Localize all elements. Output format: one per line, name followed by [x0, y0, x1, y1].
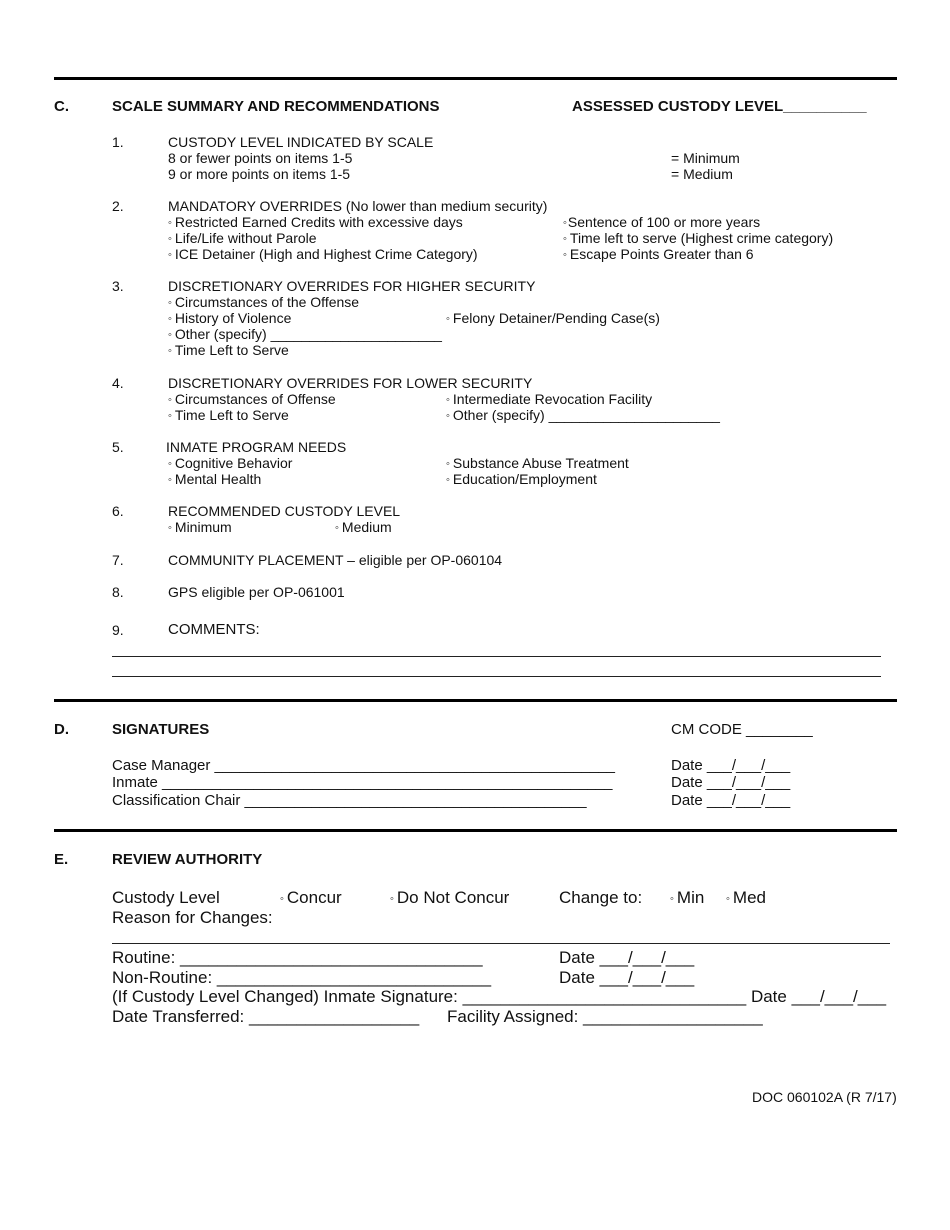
item-1-line-b: 9 or more points on items 1-5 [168, 166, 351, 182]
non-routine-field[interactable]: Non-Routine: _____________________________ [112, 968, 492, 987]
item-5-title: INMATE PROGRAM NEEDS [166, 439, 347, 455]
checkbox-other-higher[interactable]: ◦ Other (specify) ______________________ [168, 326, 442, 342]
item-7-text: COMMUNITY PLACEMENT – eligible per OP-060104 [168, 552, 503, 568]
checkbox-ice-detainer[interactable]: ◦ ICE Detainer (High and Highest Crime Category) [168, 246, 478, 262]
section-c-letter: C. [54, 98, 69, 115]
item-5-number: 5. [112, 439, 124, 455]
item-1-value-a: = Minimum [671, 150, 740, 166]
item-8-number: 8. [112, 584, 124, 600]
checkbox-history-of-violence[interactable]: ◦ History of Violence [168, 310, 291, 326]
checkbox-circumstances-of-offense[interactable]: ◦ Circumstances of Offense [168, 391, 336, 407]
facility-assigned-field[interactable]: Facility Assigned: ___________________ [447, 1007, 763, 1026]
checkbox-cognitive-behavior[interactable]: ◦ Cognitive Behavior [168, 455, 292, 471]
item-4-title: DISCRETIONARY OVERRIDES FOR LOWER SECURITY [168, 375, 533, 391]
case-manager-date[interactable]: Date ___/___/___ [671, 757, 791, 774]
checkbox-education-employment[interactable]: ◦ Education/Employment [446, 471, 597, 487]
assessed-custody-level-field[interactable]: ASSESSED CUSTODY LEVEL__________ [572, 98, 867, 115]
item-6-number: 6. [112, 503, 124, 519]
custody-level-label: Custody Level [112, 888, 220, 907]
section-e-rule [54, 829, 897, 832]
item-9-number: 9. [112, 622, 124, 638]
checkbox-felony-detainer[interactable]: ◦ Felony Detainer/Pending Case(s) [446, 310, 660, 326]
item-3-title: DISCRETIONARY OVERRIDES FOR HIGHER SECURITY [168, 278, 536, 294]
change-to-label: Change to: [559, 888, 643, 907]
checkbox-time-left-highest-crime[interactable]: ◦ Time left to serve (Highest crime category) [563, 230, 833, 246]
item-6-title: RECOMMENDED CUSTODY LEVEL [168, 503, 401, 519]
item-4-number: 4. [112, 375, 124, 391]
case-manager-signature[interactable]: Case Manager ________________________________________________ [112, 757, 615, 774]
inmate-signature-change[interactable]: (If Custody Level Changed) Inmate Signature: ______________________________ Date ___/___/___ [112, 987, 887, 1006]
checkbox-life-without-parole[interactable]: ◦ Life/Life without Parole [168, 230, 317, 246]
section-d-title: SIGNATURES [112, 721, 210, 738]
form-number: DOC 060102A (R 7/17) [752, 1089, 897, 1105]
checkbox-do-not-concur[interactable]: ◦ Do Not Concur [390, 888, 509, 908]
item-1-title: CUSTODY LEVEL INDICATED BY SCALE [168, 134, 434, 150]
section-d-letter: D. [54, 721, 69, 738]
item-2-title: MANDATORY OVERRIDES (No lower than medium security) [168, 198, 548, 214]
routine-field[interactable]: Routine: ________________________________ [112, 948, 483, 967]
checkbox-recommended-minimum[interactable]: ◦ Minimum [168, 519, 232, 535]
reason-line[interactable] [112, 943, 890, 944]
item-1-value-b: = Medium [671, 166, 733, 182]
item-9-comments-label: COMMENTS: [168, 621, 260, 638]
checkbox-substance-abuse[interactable]: ◦ Substance Abuse Treatment [446, 455, 629, 471]
checkbox-recommended-medium[interactable]: ◦ Medium [335, 519, 392, 535]
checkbox-restricted-earned-credits[interactable]: ◦ Restricted Earned Credits with excessive days [168, 214, 463, 230]
classification-chair-signature[interactable]: Classification Chair _________________________________________ [112, 792, 587, 809]
section-c-title: SCALE SUMMARY AND RECOMMENDATIONS [112, 98, 440, 115]
checkbox-intermediate-revocation[interactable]: ◦ Intermediate Revocation Facility [446, 391, 652, 407]
comments-line-1[interactable] [112, 656, 881, 657]
item-7-number: 7. [112, 552, 124, 568]
section-e-letter: E. [54, 851, 69, 868]
item-2-number: 2. [112, 198, 124, 214]
reason-for-changes-label: Reason for Changes: [112, 908, 273, 927]
checkbox-time-left-to-serve-higher[interactable]: ◦ Time Left to Serve [168, 342, 289, 358]
checkbox-escape-points[interactable]: ◦ Escape Points Greater than 6 [563, 246, 754, 262]
item-1-line-a: 8 or fewer points on items 1-5 [168, 150, 353, 166]
inmate-date[interactable]: Date ___/___/___ [671, 774, 791, 791]
routine-date[interactable]: Date ___/___/___ [559, 948, 695, 967]
top-rule [54, 77, 897, 80]
checkbox-concur[interactable]: ◦ Concur [280, 888, 342, 908]
checkbox-change-med[interactable]: ◦ Med [726, 888, 766, 908]
item-3-number: 3. [112, 278, 124, 294]
section-d-rule [54, 699, 897, 702]
item-1-number: 1. [112, 134, 124, 150]
item-8-text: GPS eligible per OP-061001 [168, 584, 345, 600]
checkbox-change-min[interactable]: ◦ Min [670, 888, 704, 908]
checkbox-time-left-to-serve-lower[interactable]: ◦ Time Left to Serve [168, 407, 289, 423]
date-transferred-field[interactable]: Date Transferred: __________________ [112, 1007, 420, 1026]
classification-chair-date[interactable]: Date ___/___/___ [671, 792, 791, 809]
comments-line-2[interactable] [112, 676, 881, 677]
inmate-signature[interactable]: Inmate ______________________________________________________ [112, 774, 613, 791]
checkbox-circumstances-of-the-offense[interactable]: ◦ Circumstances of the Offense [168, 294, 359, 310]
section-e-title: REVIEW AUTHORITY [112, 851, 263, 868]
non-routine-date[interactable]: Date ___/___/___ [559, 968, 695, 987]
cm-code-field[interactable]: CM CODE ________ [671, 721, 813, 738]
checkbox-sentence-100-years[interactable]: ◦ Sentence of 100 or more years [563, 214, 760, 230]
checkbox-mental-health[interactable]: ◦ Mental Health [168, 471, 261, 487]
checkbox-other-lower[interactable]: ◦ Other (specify) ______________________ [446, 407, 720, 423]
